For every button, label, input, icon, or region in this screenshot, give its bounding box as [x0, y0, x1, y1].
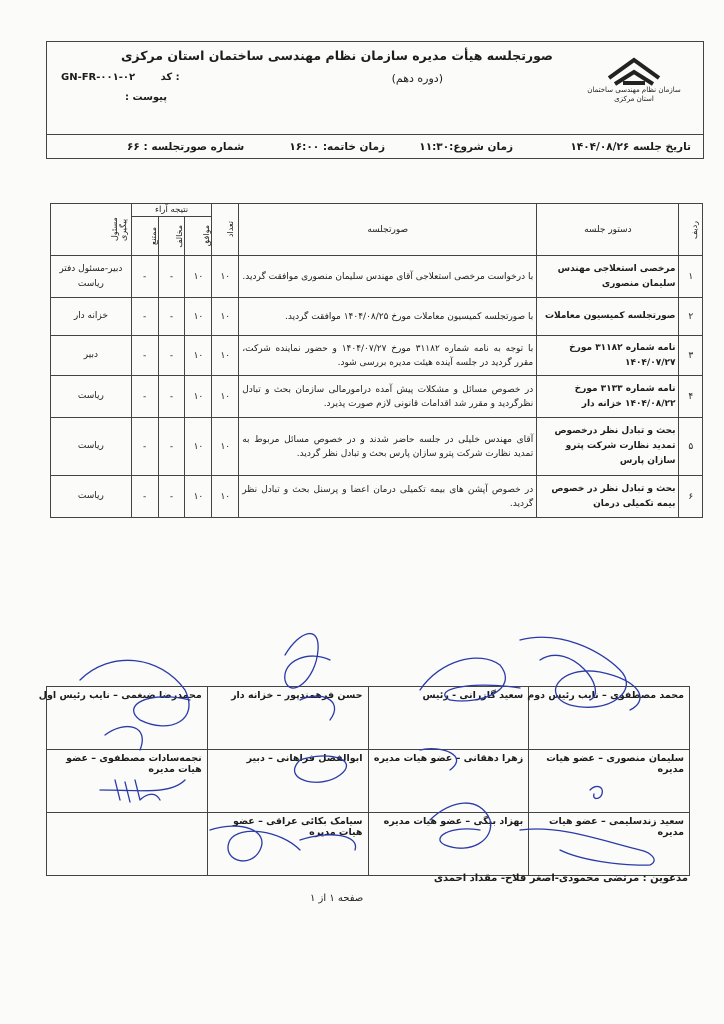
signature-cell: بهزاد بیگی – عضو هیات مدیره — [368, 813, 529, 876]
row-abstain: - — [131, 376, 158, 418]
row-number: ۴ — [679, 376, 703, 418]
row-abstain: - — [131, 298, 158, 336]
signature-cell: زهرا دهقانی – عضو هیات مدیره — [368, 750, 529, 813]
header-row-number: ردیف — [679, 204, 703, 256]
invitees: مدعوین : مرتضی محمودی-اصغر فلاح- مقداد احمدی — [433, 873, 688, 884]
row-oppose: - — [158, 298, 185, 336]
signature-cell: ابوالفضل فراهانی – دبیر — [207, 750, 368, 813]
row-responsible: دبیر — [51, 336, 132, 376]
document-subtitle: (دوره دهم) — [391, 72, 443, 85]
signature-cell — [47, 813, 208, 876]
row-oppose: - — [158, 256, 185, 298]
row-responsible: دبیر-مسئول دفتر ریاست — [51, 256, 132, 298]
table-row — [51, 476, 703, 518]
header-agenda: دستور جلسه — [537, 204, 679, 256]
row-agenda: صورتجلسه کمیسیون معاملات — [537, 298, 679, 336]
row-agenda: بحث و تبادل نظر درخصوص تمدید نظارت شرکت پترو سازان پارس — [537, 418, 679, 476]
row-count: ۱۰ — [212, 298, 239, 336]
table-row — [51, 298, 703, 336]
form-code-value: GN-FR-۰۰۱-۰۲ — [61, 72, 136, 83]
row-number: ۶ — [679, 476, 703, 518]
row-minutes: آقای مهندس خلیلی در جلسه حاضر شدند و در خصوص مسائل مربوط به تمدید نظارت شرکت پترو سازان پارس بحث و تبادل نظر گردید. — [239, 418, 537, 476]
row-count: ۱۰ — [212, 336, 239, 376]
document-title: صورتجلسه هیأت مدیره سازمان نظام مهندسی ساختمان استان مرکزی — [120, 48, 553, 63]
table-row — [51, 336, 703, 376]
row-count: ۱۰ — [212, 476, 239, 518]
row-agenda: مرخصی استعلاجی مهندس سلیمان منصوری — [537, 256, 679, 298]
row-agenda: نامه شماره ۳۱۱۸۲ مورخ ۱۴۰۴/۰۷/۲۷ — [537, 336, 679, 376]
row-number: ۳ — [679, 336, 703, 376]
table-row — [51, 418, 703, 476]
signature-cell: نجمه‌سادات مصطفوی – عضو هیات مدیره — [47, 750, 208, 813]
row-agree: ۱۰ — [185, 298, 212, 336]
row-minutes: با درخواست مرخصی استعلاجی آقای مهندس سلیمان منصوری موافقت گردید. — [239, 256, 537, 298]
header-oppose: مخالف — [158, 217, 185, 256]
row-oppose: - — [158, 376, 185, 418]
row-count: ۱۰ — [212, 418, 239, 476]
end-time: زمان خاتمه: ۱۶:۰۰ — [289, 141, 385, 153]
form-code — [61, 72, 180, 83]
row-minutes: با صورتجلسه کمیسیون معاملات مورخ ۱۴۰۴/۰۸/۲۵ موافقت گردید. — [239, 298, 537, 336]
signature-cell: سعید زندسلیمی – عضو هیات مدیره — [529, 813, 690, 876]
table-row — [51, 376, 703, 418]
header-minutes: صورتجلسه — [239, 204, 537, 256]
signature-cell: حسن فرهمندپور – خزانه دار — [207, 687, 368, 750]
signatures-table — [38, 686, 690, 876]
logo-caption: سازمان نظام مهندسی ساختمان استان مرکزی — [587, 86, 681, 103]
row-abstain: - — [131, 256, 158, 298]
row-responsible: ریاست — [51, 418, 132, 476]
row-agree: ۱۰ — [185, 376, 212, 418]
row-number: ۲ — [679, 298, 703, 336]
signature-cell: محمد مصطفوی – نایب رئیس دوم — [529, 687, 690, 750]
row-oppose: - — [158, 336, 185, 376]
header-responsible: مسئول پیگیری — [51, 204, 132, 256]
row-minutes: در خصوص آپشن های بیمه تکمیلی درمان اعضا و پرسنل بحث و تبادل نظر گردید. — [239, 476, 537, 518]
row-abstain: - — [131, 418, 158, 476]
header-divider — [47, 134, 703, 135]
row-agree: ۱۰ — [185, 418, 212, 476]
row-abstain: - — [131, 476, 158, 518]
row-minutes: با توجه به نامه شماره ۳۱۱۸۲ مورخ ۱۴۰۴/۰۷/۲۷ و حضور نماینده شرکت، مقرر گردید در جلسه آینده هیئت مدیره بررسی شود. — [239, 336, 537, 376]
signature-cell: سیامک بکائی عراقی – عضو هیات مدیره — [207, 813, 368, 876]
header-agree: موافق — [185, 217, 212, 256]
page-number: صفحه ۱ از ۱ — [310, 893, 364, 904]
signature-cell: سعید گازرانی - رئیس — [368, 687, 529, 750]
header-vote-result: نتیجه آراء — [131, 204, 212, 217]
meeting-date: تاریخ جلسه ۱۴۰۴/۰۸/۲۶ — [570, 141, 691, 153]
row-minutes: در خصوص مسائل و مشکلات پیش آمده درامورمالی سازمان بحث و تبادل نظرگردید و مقرر شد اقدامات قانونی لازم صورت پذیرد. — [239, 376, 537, 418]
minutes-table — [50, 203, 703, 518]
row-responsible: ریاست — [51, 476, 132, 518]
header-abstain: ممتنع — [131, 217, 158, 256]
row-oppose: - — [158, 476, 185, 518]
row-oppose: - — [158, 418, 185, 476]
signature-cell: سلیمان منصوری – عضو هیات مدیره — [529, 750, 690, 813]
header-box — [46, 41, 704, 159]
form-code-label: کد : — [160, 72, 180, 83]
minutes-number: شماره صورتجلسه : ۶۶ — [127, 141, 245, 153]
row-agree: ۱۰ — [185, 476, 212, 518]
start-time: زمان شروع:۱۱:۳۰ — [419, 141, 513, 153]
row-abstain: - — [131, 336, 158, 376]
row-responsible: خزانه دار — [51, 298, 132, 336]
row-agenda: نامه شماره ۳۱۳۳ مورخ ۱۴۰۴/۰۸/۲۲ خزانه دار — [537, 376, 679, 418]
row-number: ۱ — [679, 256, 703, 298]
row-number: ۵ — [679, 418, 703, 476]
row-count: ۱۰ — [212, 376, 239, 418]
row-responsible: ریاست — [51, 376, 132, 418]
table-row — [51, 256, 703, 298]
row-count: ۱۰ — [212, 256, 239, 298]
header-count: تعداد — [212, 204, 239, 256]
row-agenda: بحث و تبادل نظر در خصوص بیمه تکمیلی درمان — [537, 476, 679, 518]
row-agree: ۱۰ — [185, 256, 212, 298]
row-agree: ۱۰ — [185, 336, 212, 376]
attachment-label: پیوست : — [125, 92, 168, 103]
signature-cell: محمدرضا ضیغمی – نایب رئیس اول — [47, 687, 208, 750]
